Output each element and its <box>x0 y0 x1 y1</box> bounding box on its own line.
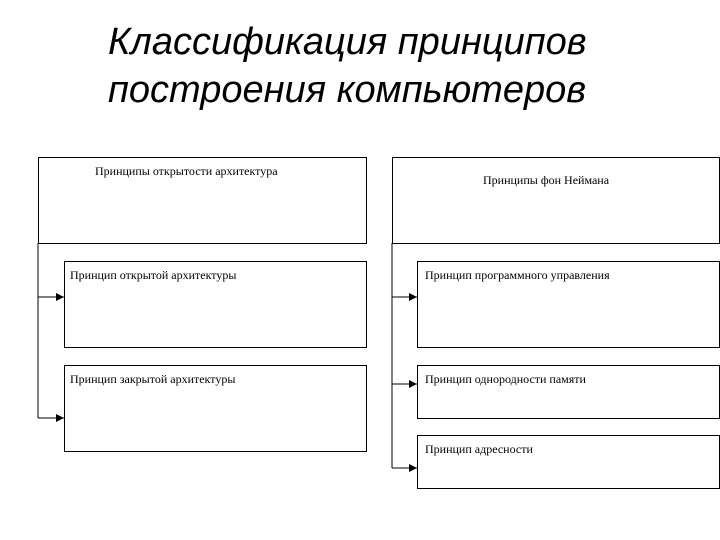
left-item-box-1 <box>64 261 367 348</box>
right-item-box-1 <box>417 261 720 348</box>
right-header-box <box>392 157 720 244</box>
left-arrowhead-2 <box>56 414 64 422</box>
left-arrowhead-1 <box>56 293 64 301</box>
left-item-label-1: Принцип открытой архитектуры <box>70 268 237 282</box>
right-item-label-3: Принцип адресности <box>425 442 533 456</box>
slide-title-line-2: построения компьютеров <box>108 69 587 111</box>
left-header-label: Принципы открытости архитектура <box>95 164 278 178</box>
left-item-box-2 <box>64 365 367 452</box>
right-arrowhead-2 <box>409 380 417 388</box>
right-item-box-3 <box>417 435 720 489</box>
right-arrowhead-1 <box>409 293 417 301</box>
slide-title-line-1: Классификация принципов <box>108 21 587 63</box>
right-header-label: Принципы фон Неймана <box>483 173 610 187</box>
right-item-box-2 <box>417 365 720 419</box>
left-header-box <box>38 157 367 244</box>
left-item-label-2: Принцип закрытой архитектуры <box>70 372 236 386</box>
right-item-label-1: Принцип программного управления <box>425 268 610 282</box>
right-arrowhead-3 <box>409 464 417 472</box>
right-item-label-2: Принцип однородности памяти <box>425 372 586 386</box>
